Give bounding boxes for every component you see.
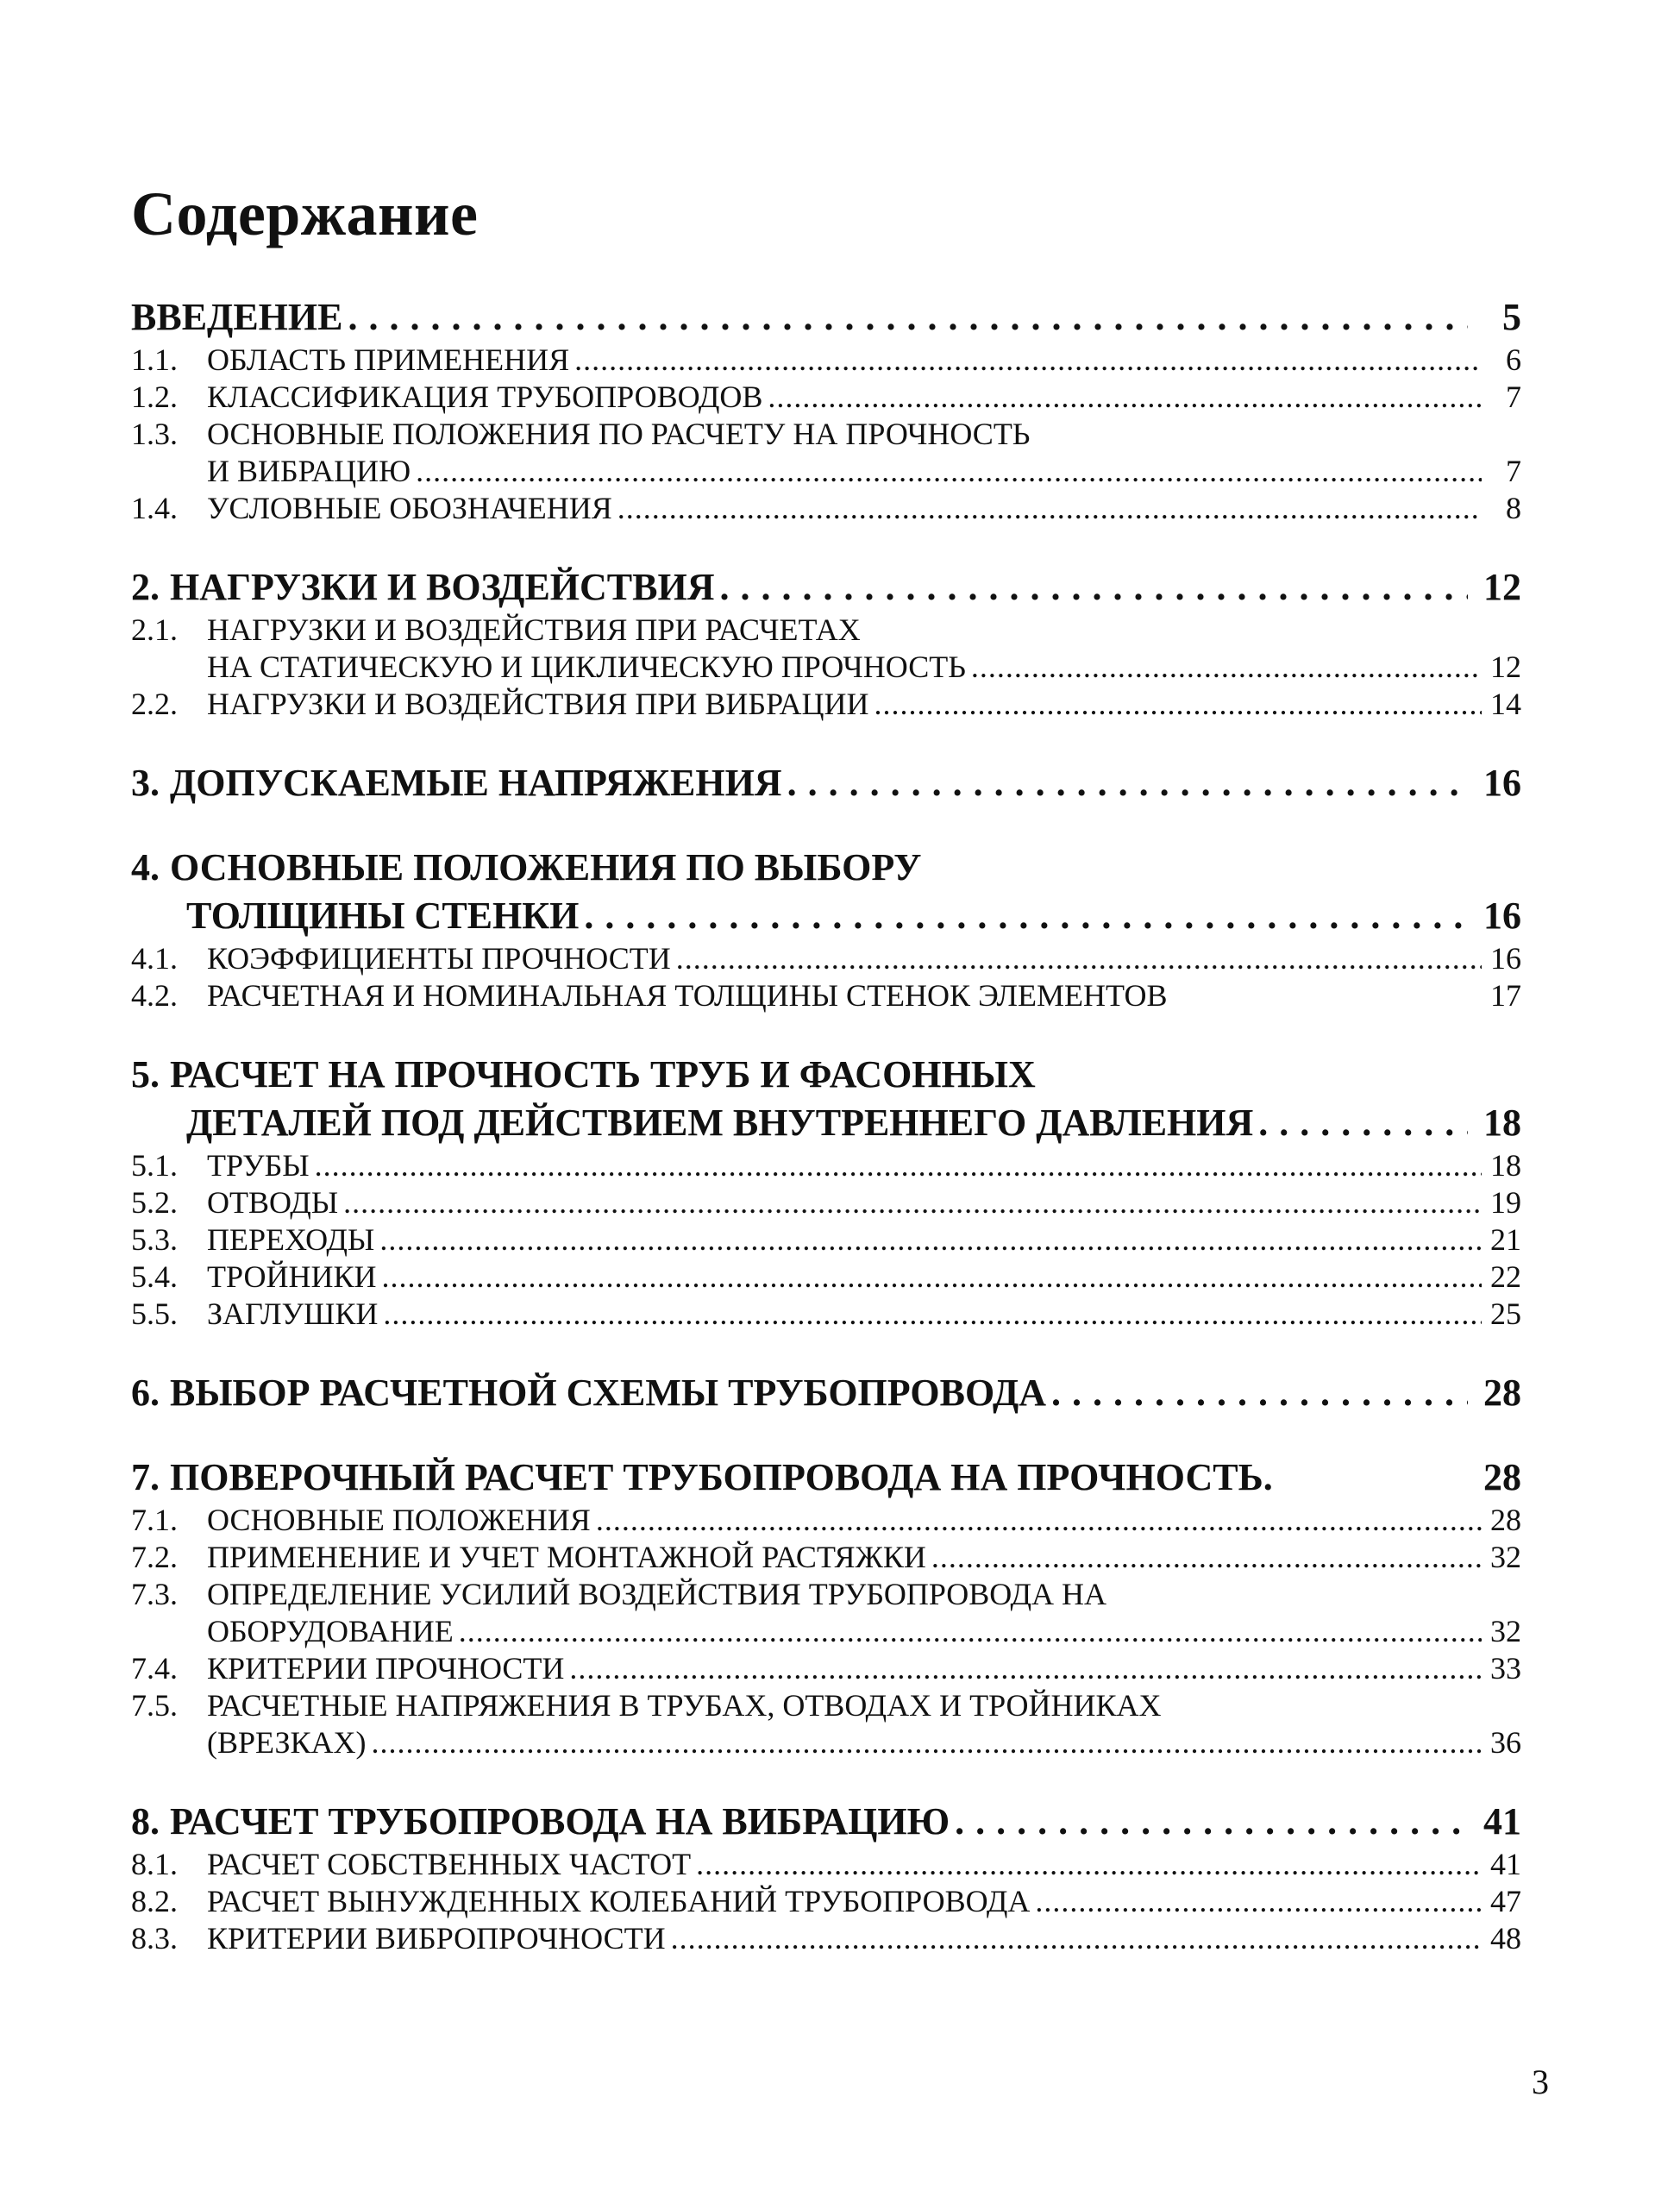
- toc-subsection-entry[interactable]: [131, 342, 1521, 379]
- toc-subsection-entry[interactable]: [131, 1613, 1521, 1650]
- toc-entry-label: ПЕРЕХОДЫ: [207, 1222, 375, 1257]
- toc-subsection-entry[interactable]: [131, 416, 1521, 453]
- toc-entry-number: 8.1.: [131, 1847, 178, 1881]
- toc-entry-label: ЗАГЛУШКИ: [207, 1296, 379, 1331]
- toc-entry-number: 3.: [131, 762, 160, 804]
- toc-dot-leader: [315, 1147, 1482, 1184]
- toc-subsection-entry[interactable]: [131, 1576, 1521, 1613]
- toc-entry-number: 1.4.: [131, 491, 178, 525]
- toc-entry-label: РАСЧЕТ СОБСТВЕННЫХ ЧАСТОТ: [207, 1847, 692, 1881]
- toc-section: [131, 1798, 1521, 1957]
- toc-entry-label: НА СТАТИЧЕСКУЮ И ЦИКЛИЧЕСКУЮ ПРОЧНОСТЬ: [207, 650, 966, 684]
- toc-entry-label: (ВРЕЗКАХ): [207, 1725, 367, 1760]
- toc-subsection-entry[interactable]: [131, 1539, 1521, 1576]
- toc-entry-number: 4.2.: [131, 978, 178, 1013]
- toc-page-number: 16: [1490, 941, 1521, 976]
- toc-dot-leader: [416, 453, 1482, 490]
- toc-section: [131, 759, 1521, 807]
- toc-page-number: 36: [1490, 1725, 1521, 1760]
- toc-entry-label: ВЫБОР РАСЧЕТНОЙ СХЕМЫ ТРУБОПРОВОДА: [170, 1372, 1047, 1414]
- toc-subsection-entry[interactable]: [131, 1846, 1521, 1883]
- toc-entry-number: 5.4.: [131, 1259, 178, 1294]
- toc-entry-label: ОСНОВНЫЕ ПОЛОЖЕНИЯ ПО ВЫБОРУ: [170, 846, 922, 888]
- toc-entry-label: ОТВОДЫ: [207, 1185, 339, 1220]
- toc-subsection-entry[interactable]: [131, 977, 1521, 1014]
- toc-dot-leader: [343, 1184, 1482, 1221]
- toc-page-number: 41: [1490, 1847, 1521, 1881]
- toc-subsection-entry[interactable]: [131, 1296, 1521, 1333]
- toc-page-number: 22: [1490, 1259, 1521, 1294]
- toc-entry-number: 7.: [131, 1456, 160, 1498]
- toc-subsection-entry[interactable]: [131, 1724, 1521, 1761]
- toc-page-number: 7: [1506, 454, 1521, 488]
- page-number: 3: [1532, 2062, 1549, 2101]
- toc-entry-label: НАГРУЗКИ И ВОЗДЕЙСТВИЯ ПРИ ВИБРАЦИИ: [207, 687, 869, 721]
- toc-chapter-entry[interactable]: [131, 1099, 1521, 1147]
- toc-section: [131, 844, 1521, 1014]
- toc-dot-leader: [383, 1296, 1482, 1333]
- toc-page-number: 7: [1506, 380, 1521, 414]
- toc-subsection-entry[interactable]: [131, 379, 1521, 416]
- toc-dot-leader: [1258, 1099, 1468, 1147]
- toc-subsection-entry[interactable]: [131, 649, 1521, 686]
- toc-page-number: 41: [1483, 1800, 1521, 1843]
- toc-entry-label: КРИТЕРИИ ВИБРОПРОЧНОСТИ: [207, 1921, 666, 1956]
- toc-dot-leader: [768, 379, 1482, 416]
- toc-entry-number: 5.5.: [131, 1296, 178, 1331]
- toc-subsection-entry[interactable]: [131, 1147, 1521, 1184]
- toc-entry-label: РАСЧЕТНАЯ И НОМИНАЛЬНАЯ ТОЛЩИНЫ СТЕНОК ЭЛЕМЕНТОВ: [207, 978, 1168, 1013]
- toc-entry-label: РАСЧЕТ НА ПРОЧНОСТЬ ТРУБ И ФАСОННЫХ: [170, 1053, 1036, 1096]
- toc-page-number: 25: [1490, 1296, 1521, 1331]
- toc-dot-leader: [584, 892, 1468, 940]
- toc-dot-leader: [574, 342, 1482, 379]
- toc-entry-label: ТРОЙНИКИ: [207, 1259, 377, 1294]
- toc-section: [131, 563, 1521, 723]
- toc-page-number: 12: [1483, 566, 1521, 608]
- toc-section: [131, 1453, 1521, 1761]
- toc-entry-number: 7.1.: [131, 1503, 178, 1537]
- toc-page-number: 18: [1483, 1102, 1521, 1144]
- toc-subsection-entry[interactable]: [131, 1221, 1521, 1259]
- toc-entry-label: ТРУБЫ: [207, 1148, 310, 1183]
- toc-subsection-entry[interactable]: [131, 1920, 1521, 1957]
- toc-entry-label: РАСЧЕТНЫЕ НАПРЯЖЕНИЯ В ТРУБАХ, ОТВОДАХ И ТРОЙНИКАХ: [207, 1688, 1162, 1723]
- toc-entry-number: 1.1.: [131, 342, 178, 377]
- toc-entry-label: ВВЕДЕНИЕ: [131, 296, 343, 338]
- toc-entry-label: ТОЛЩИНЫ СТЕНКИ: [186, 895, 580, 937]
- toc-entry-number: 5.3.: [131, 1222, 178, 1257]
- toc-subsection-entry[interactable]: [131, 453, 1521, 490]
- toc-entry-label: КРИТЕРИИ ПРОЧНОСТИ: [207, 1651, 565, 1686]
- toc-page-number: 21: [1490, 1222, 1521, 1257]
- toc-entry-number: 2.2.: [131, 687, 178, 721]
- page-title: Содержание: [131, 179, 479, 248]
- toc-entry-number: 5.2.: [131, 1185, 178, 1220]
- toc-entry-label: ПОВЕРОЧНЫЙ РАСЧЕТ ТРУБОПРОВОДА НА ПРОЧНОСТЬ.: [170, 1456, 1273, 1498]
- toc-chapter-entry[interactable]: [131, 892, 1521, 940]
- toc-page-number: 28: [1490, 1503, 1521, 1537]
- toc-chapter-entry[interactable]: [131, 1453, 1521, 1502]
- toc-dot-leader: [348, 293, 1468, 342]
- toc-dot-leader: [787, 759, 1468, 807]
- toc-subsection-entry[interactable]: [131, 940, 1521, 977]
- toc-entry-label: ОБОРУДОВАНИЕ: [207, 1614, 454, 1648]
- toc-dot-leader: [381, 1259, 1482, 1296]
- toc-dot-leader: [1035, 1883, 1482, 1920]
- toc-entry-label: НАГРУЗКИ И ВОЗДЕЙСТВИЯ ПРИ РАСЧЕТАХ: [207, 612, 861, 647]
- toc-entry-number: 7.5.: [131, 1688, 178, 1723]
- toc-entry-number: 8.2.: [131, 1884, 178, 1918]
- toc-dot-leader: [371, 1724, 1482, 1761]
- toc-entry-number: 2.: [131, 566, 160, 608]
- toc-entry-number: 7.2.: [131, 1540, 178, 1574]
- toc-entry-label: ПРИМЕНЕНИЕ И УЧЕТ МОНТАЖНОЙ РАСТЯЖКИ: [207, 1540, 926, 1574]
- toc-page-number: 48: [1490, 1921, 1521, 1956]
- toc-dot-leader: [720, 563, 1469, 612]
- toc-entry-label: ДОПУСКАЕМЫЕ НАПРЯЖЕНИЯ: [170, 762, 782, 804]
- toc-subsection-entry[interactable]: [131, 612, 1521, 649]
- toc-entry-label: ОСНОВНЫЕ ПОЛОЖЕНИЯ: [207, 1503, 591, 1537]
- toc-subsection-entry[interactable]: [131, 1184, 1521, 1221]
- toc-chapter-entry[interactable]: [131, 1798, 1521, 1846]
- toc-entry-number: 1.2.: [131, 380, 178, 414]
- toc-page-number: 16: [1483, 895, 1521, 937]
- toc-dot-leader: [459, 1613, 1482, 1650]
- toc-dot-leader: [931, 1539, 1482, 1576]
- toc-entry-label: ОПРЕДЕЛЕНИЕ УСИЛИЙ ВОЗДЕЙСТВИЯ ТРУБОПРОВОДА НА: [207, 1577, 1107, 1611]
- toc-entry-number: 2.1.: [131, 612, 178, 647]
- toc-entry-label: ДЕТАЛЕЙ ПОД ДЕЙСТВИЕМ ВНУТРЕННЕГО ДАВЛЕНИЯ: [186, 1102, 1254, 1144]
- toc-entry-number: 7.4.: [131, 1651, 178, 1686]
- toc-subsection-entry[interactable]: [131, 1883, 1521, 1920]
- toc-subsection-entry[interactable]: [131, 1650, 1521, 1687]
- toc-entry-label: ОСНОВНЫЕ ПОЛОЖЕНИЯ ПО РАСЧЕТУ НА ПРОЧНОСТЬ: [207, 417, 1031, 451]
- table-of-contents: [131, 293, 1521, 1993]
- toc-entry-label: КОЭФФИЦИЕНТЫ ПРОЧНОСТИ: [207, 941, 671, 976]
- toc-chapter-entry[interactable]: [131, 293, 1521, 342]
- toc-page-number: 5: [1502, 296, 1521, 338]
- toc-page-number: 19: [1490, 1185, 1521, 1220]
- toc-entry-number: 5.: [131, 1053, 160, 1096]
- toc-page-number: 6: [1506, 342, 1521, 377]
- toc-dot-leader: [676, 940, 1482, 977]
- toc-entry-number: 8.: [131, 1800, 160, 1843]
- toc-page-number: 8: [1506, 491, 1521, 525]
- toc-entry-label: ОБЛАСТЬ ПРИМЕНЕНИЯ: [207, 342, 570, 377]
- toc-entry-number: 8.3.: [131, 1921, 178, 1956]
- toc-page-number: 28: [1483, 1456, 1521, 1498]
- toc-entry-label: РАСЧЕТ ВЫНУЖДЕННЫХ КОЛЕБАНИЙ ТРУБОПРОВОДА: [207, 1884, 1031, 1918]
- toc-entry-number: 6.: [131, 1372, 160, 1414]
- toc-dot-leader: [696, 1846, 1482, 1883]
- toc-page-number: 33: [1490, 1651, 1521, 1686]
- toc-entry-label: И ВИБРАЦИЮ: [207, 454, 411, 488]
- toc-subsection-entry[interactable]: [131, 1259, 1521, 1296]
- toc-entry-number: 4.: [131, 846, 160, 888]
- toc-page-number: 16: [1483, 762, 1521, 804]
- toc-chapter-entry[interactable]: [131, 844, 1521, 892]
- toc-page-number: 32: [1490, 1540, 1521, 1574]
- toc-entry-label: УСЛОВНЫЕ ОБОЗНАЧЕНИЯ: [207, 491, 612, 525]
- toc-dot-leader: [671, 1920, 1482, 1957]
- toc-dot-leader: [955, 1798, 1468, 1846]
- toc-page-number: 32: [1490, 1614, 1521, 1648]
- toc-dot-leader: [379, 1221, 1482, 1259]
- toc-dot-leader: [617, 490, 1482, 527]
- toc-entry-label: НАГРУЗКИ И ВОЗДЕЙСТВИЯ: [170, 566, 715, 608]
- toc-section: [131, 293, 1521, 527]
- toc-dot-leader: [971, 649, 1482, 686]
- toc-section: [131, 1051, 1521, 1333]
- toc-page-number: 47: [1490, 1884, 1521, 1918]
- toc-chapter-entry[interactable]: [131, 759, 1521, 807]
- toc-subsection-entry[interactable]: [131, 1502, 1521, 1539]
- toc-subsection-entry[interactable]: [131, 490, 1521, 527]
- toc-dot-leader: [569, 1650, 1482, 1687]
- toc-section: [131, 1369, 1521, 1417]
- toc-dot-leader: [874, 686, 1482, 723]
- toc-entry-number: 5.1.: [131, 1148, 178, 1183]
- toc-entry-label: КЛАССИФИКАЦИЯ ТРУБОПРОВОДОВ: [207, 380, 763, 414]
- toc-page-number: 14: [1490, 687, 1521, 721]
- toc-entry-number: 7.3.: [131, 1577, 178, 1611]
- toc-entry-number: 4.1.: [131, 941, 178, 976]
- toc-chapter-entry[interactable]: [131, 563, 1521, 612]
- toc-entry-number: 1.3.: [131, 417, 178, 451]
- toc-dot-leader: [1051, 1369, 1468, 1417]
- toc-subsection-entry[interactable]: [131, 686, 1521, 723]
- toc-page-number: 17: [1490, 978, 1521, 1013]
- toc-entry-label: РАСЧЕТ ТРУБОПРОВОДА НА ВИБРАЦИЮ: [170, 1800, 950, 1843]
- toc-page-number: 28: [1483, 1372, 1521, 1414]
- toc-page-number: 12: [1490, 650, 1521, 684]
- toc-dot-leader: [596, 1502, 1482, 1539]
- toc-chapter-entry[interactable]: [131, 1369, 1521, 1417]
- toc-page-number: 18: [1490, 1148, 1521, 1183]
- toc-chapter-entry[interactable]: [131, 1051, 1521, 1099]
- toc-subsection-entry[interactable]: [131, 1687, 1521, 1724]
